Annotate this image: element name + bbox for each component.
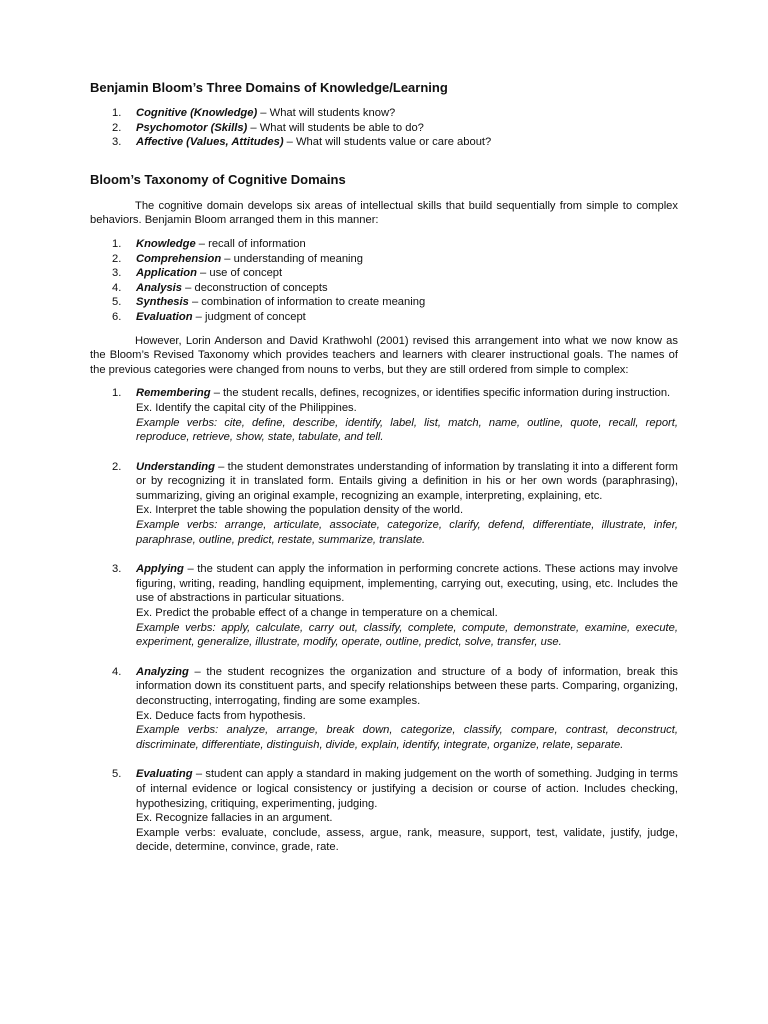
intro-paragraph: The cognitive domain develops six areas of intellectual skills that build sequentially from simple to complex behaviors. Benjamin Bloom arranged them in this manner: [90, 199, 678, 227]
verbs-line: Example verbs: evaluate, conclude, assess, argue, rank, measure, support, test, validate, justify, judge, decide, determine, convince, grade, rate. [136, 826, 678, 854]
verbs-line: Example verbs: arrange, articulate, associate, categorize, clarify, defend, differentiate, illustrate, infer, paraphrase, outline, predict, restate, summarize, translate. [136, 519, 678, 546]
list-number: 2. [112, 252, 122, 265]
list-desc: – What will students value or care about? [283, 136, 492, 149]
list-term: Applying [136, 563, 184, 576]
verbs-line: Example verbs: analyze, arrange, break down, categorize, classify, compare, contrast, deconstruct, discriminate, differentiate, distinguish, divide, explain, identify, integrate, organize, relate, separate. [136, 724, 678, 751]
list-item [90, 237, 678, 252]
list-number: 3. [112, 136, 122, 149]
list-item [90, 266, 678, 281]
list-term: Psychomotor (Skills) [136, 121, 248, 134]
example-line: Ex. Deduce facts from hypothesis. [136, 709, 306, 722]
list-term: Evaluating [136, 768, 193, 781]
revised-levels-list [90, 386, 678, 855]
list-term: Knowledge [136, 237, 196, 250]
list-item [90, 252, 678, 267]
example-line: Ex. Predict the probable effect of a change in temperature on a chemical. [136, 607, 498, 620]
heading-three-domains: Benjamin Bloom’s Three Domains of Knowledge/Learning [90, 80, 448, 95]
list-term: Remembering [136, 387, 211, 400]
list-item [90, 562, 678, 650]
list-number: 4. [112, 665, 122, 678]
list-term: Analysis [136, 281, 183, 294]
list-item [90, 386, 678, 444]
list-term: Evaluation [136, 310, 193, 323]
levels-list [90, 237, 678, 325]
heading-taxonomy: Bloom’s Taxonomy of Cognitive Domains [90, 171, 346, 187]
list-desc: – understanding of meaning [221, 252, 363, 265]
list-number: 4. [112, 281, 122, 294]
list-term: Affective (Values, Attitudes) [136, 136, 284, 149]
list-number: 2. [112, 460, 122, 473]
list-item [90, 135, 678, 150]
example-line: Ex. Recognize fallacies in an argument. [136, 812, 333, 825]
domains-list [90, 106, 678, 150]
list-number: 5. [112, 768, 122, 781]
list-desc: – the student recalls, defines, recognizes, or identifies specific information during instruction. [210, 387, 671, 400]
list-term: Understanding [136, 460, 215, 473]
list-term: Synthesis [136, 296, 189, 309]
list-item [90, 665, 678, 753]
list-number: 3. [112, 267, 122, 280]
list-desc: – What will students be able to do? [247, 121, 424, 134]
list-term: Cognitive (Knowledge) [136, 107, 258, 119]
list-number: 2. [112, 121, 122, 134]
example-line: Ex. Identify the capital city of the Philippines. [136, 401, 357, 414]
list-desc: – the student can apply the information in performing concrete actions. These actions may involve figuring, writing, reading, handling equipment, implementing, carrying out, executing, using, etc. Includes the use of abstractions in particular situations. [136, 563, 678, 605]
list-desc: – the student recognizes the organization and structure of a body of information, break this information down its constituent parts, and specify relationships between these parts. Comparing, organizing, deconstructing, interrogating, finding are some examples. [136, 665, 678, 707]
list-desc: – combination of information to create meaning [188, 296, 426, 309]
verbs-line: Example verbs: apply, calculate, carry out, classify, complete, compute, demonstrate, examine, execute, experiment, generalize, illustrate, modify, operate, outline, predict, solve, transfer, use. [136, 621, 678, 649]
list-item [90, 106, 678, 121]
list-number: 5. [112, 296, 122, 309]
list-number: 1. [112, 237, 122, 250]
list-item [90, 767, 678, 855]
example-line: Ex. Interpret the table showing the population density of the world. [136, 504, 464, 517]
list-desc: – the student demonstrates understanding of information by translating it into a different form or by recognizing it in translated form. Entails giving a definition in his or her own words (paraphrasing), summarizing, giving an original example, recognizing an example, interpreting, explaining, etc. [136, 460, 678, 502]
list-desc: – use of concept [196, 267, 283, 280]
list-item [90, 295, 678, 310]
list-desc: – deconstruction of concepts [182, 281, 328, 294]
list-number: 1. [112, 107, 122, 119]
list-item [90, 310, 678, 325]
document-body [90, 80, 678, 855]
list-number: 3. [112, 563, 122, 576]
list-term: Analyzing [136, 665, 189, 678]
list-term: Application [136, 267, 197, 280]
list-desc: – What will students know? [257, 107, 396, 119]
list-number: 1. [112, 387, 122, 400]
verbs-line: Example verbs: cite, define, describe, identify, label, list, match, name, outline, quote, recall, report, reproduce, retrieve, show, state, tabulate, and tell. [136, 416, 678, 444]
revised-paragraph: However, Lorin Anderson and David Krathwohl (2001) revised this arrangement into what we now know as the Bloom’s Revised Taxonomy which provides teachers and learners with clearer instructional goals. The names of the previous categories were changed from nouns to verbs, but they are still ordered from simple to complex: [90, 334, 678, 376]
list-item [90, 281, 678, 296]
list-item [90, 121, 678, 136]
list-desc: – recall of information [195, 237, 306, 250]
list-item [90, 460, 678, 548]
list-desc: – student can apply a standard in making judgement on the worth of something. Judging in terms of internal evidence or logical consistency or justifying a decision or course of action. Includes checking, hypothesizing, critiquing, experimenting, judging. [136, 768, 678, 810]
list-number: 6. [112, 310, 122, 323]
list-desc: – judgment of concept [192, 310, 306, 323]
list-term: Comprehension [136, 252, 222, 265]
